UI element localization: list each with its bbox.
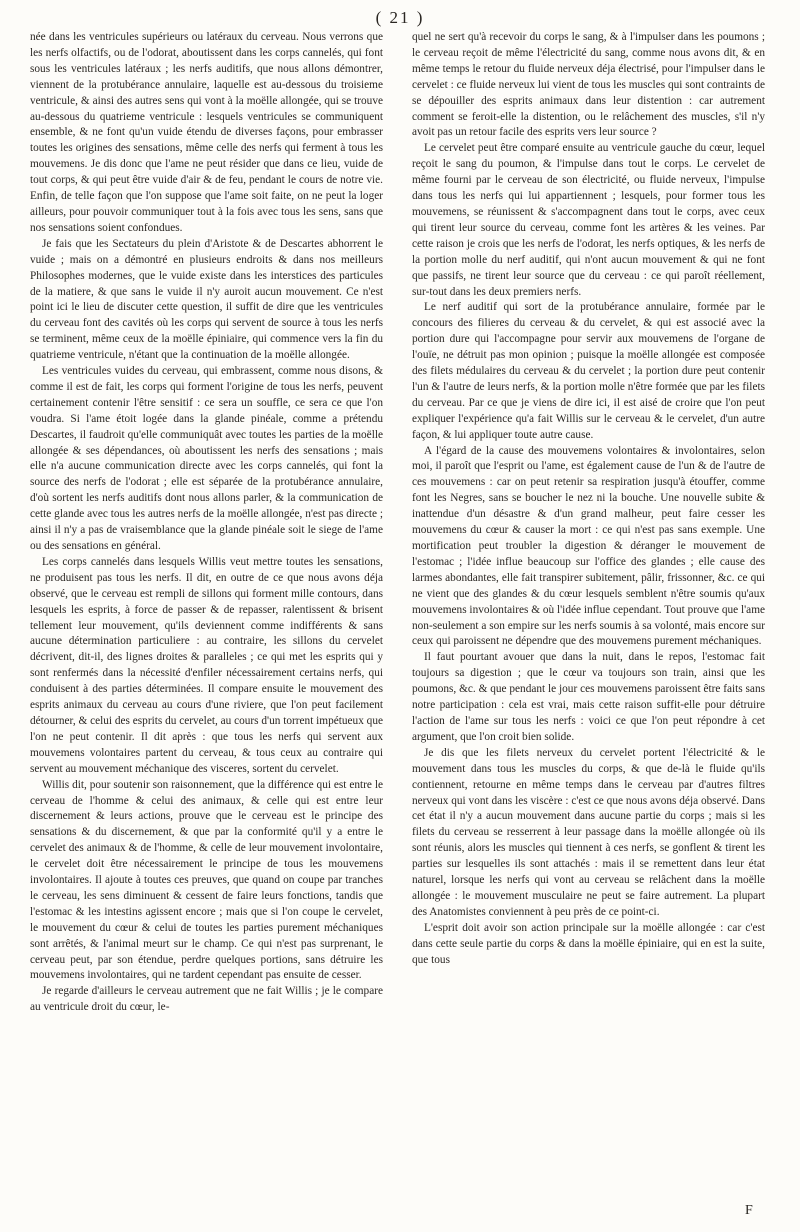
paragraph: A l'égard de la cause des mouvemens volontaires & involontaires, selon moi, il paroît que l'esprit ou l'ame, est également cause de l'un & de l'autre de ces mouvemens : car on peut retenir sa respiration jusqu'à étouffer, comme font les Negres, sans se boucher le nez ni la bouche. Une nouvelle subite & inattendue d'un désastre & d'un grand malheur, peut faire cesser les mouvemens du cœur & causer la mort : ce qui n'est pas sans exemple. Une mortification peut troubler la digestion & déranger le mouvement de l'estomac ; l'idée influe beaucoup sur l'office des glandes ; elle cause des larmes abondantes, elle fait transpirer subitement, pâlir, frissonner, &c. ce qui ne vient que des glandes & du cœur lesquels semblent n'être soumis qu'aux mouvemens involontaires & où l'idée influe cependant. Tout prouve que l'ame non-seulement a son empire sur les nerfs soumis à sa volonté, mais encore sur ceux qui paroissent ne dépendre que des mouvemens purement méchaniques.	[412, 444, 765, 648]
paragraph: Willis dit, pour soutenir son raisonnement, que la différence qui est entre le cerveau de l'homme & celui des animaux, & celle qui est entre leur discernement & leurs actions, prouve que le cerveau est le principe des sensations & du discernement, & que par la conformité qu'il y a entre le cervelet des animaux & de l'homme, & celle de leur mouvement involontaire, le cervelet doit être nécessairement le principe de tous les mouvemens involontaires. Il ajoute à toutes ces preuves, que quand on coupe par tranches le cerveau, les sens diminuent & cessent de faire leurs fonctions, tandis que l'estomac & les intestins agissent encore ; mais que si l'on coupe le cervelet, le mouvement du cœur & celui de toutes les parties purement méchaniques sont arrêtés, & l'animal meurt sur le champ. Ce qui n'est pas surprenant, le cerveau peut, par son étendue, perdre quelques portions, sans détruire les mouvemens involontaires, qui ne tardent cependant pas ensuite de cesser.	[30, 778, 383, 982]
paragraph: Le nerf auditif qui sort de la protubérance annulaire, formée par le concours des filieres du cerveau & du cervelet, & qui est associé avec la portion dure qui l'accompagne pour servir aux mouvemens de l'organe de l'ouïe, ne détruit pas mon opinion ; puisque la moëlle allongée est composée des filets médulaires du cerveau & du cervelet ; la portion dure peut contenir l'un & l'autre de leurs nerfs, & la portion molle n'être formée que par les filets du cerveau. Par ce que je viens de dire ici, il est aisé de croire que l'on peut expliquer l'expérience qu'a fait Willis sur le cerveau & le cervelet, d'un autre façon, & lui appliquer toute autre cause.	[412, 301, 765, 441]
signature-mark: F	[745, 1203, 754, 1218]
left-column	[30, 30, 383, 1200]
paragraph: Je regarde d'ailleurs le cerveau autrement que ne fait Willis ; je le compare au ventricule droit du cœur, le-	[30, 985, 383, 1014]
paragraph: Les ventricules vuides du cerveau, qui embrassent, comme nous disons, & comme il est de fait, les corps qui forment l'origine de tous les nerfs, peuvent certainement contenir l'être sensitif : ce sera un souffle, ce sera ce que l'on voudra. Si l'ame étoit logée dans la glande pinéale, comme a prétendu Descartes, il faudroit qu'elle communiquât avec toutes les parties de la moëlle allongée & ses dépendances, où aboutissent les nerfs des sensations ; mais elle n'a aucune communication directe avec les corps cannelés, qui font la source des nerfs de l'odorat ; elle est séparée de la protubérance annulaire, d'où sortent les nerfs auditifs dont nous allons parler, & la communication de cette glande avec tous les autres nerfs de la moëlle allongée, n'est pas directe ; ainsi il n'y a pas de vraisemblance que la glande pinéale soit le siege de l'ame ou des sensations en général.	[30, 365, 383, 552]
paragraph: née dans les ventricules supérieurs ou latéraux du cerveau. Nous verrons que les nerfs olfactifs, ou de l'odorat, aboutissent dans les corps cannelés, qui font sous les ventricules latéraux ; les nerfs auditifs, que nous allons démontrer, viennent de la protubérance annulaire, laquelle est au-dessous du troisieme ventricule, & ainsi des autres sens qui vont à la moëlle allongée, qui se trouve au-dessous du quatrieme ventricule : lesquels ventricules se communiquent ensemble, & ne font qu'un vuide étendu de diverses façons, pour embrasser toutes les origines des sensations, même celle des nerfs qui ferment à tous les mouvemens. Je dis donc que l'ame ne peut résider que dans ce lieu, vuide de tout corps, & qui peut être vuide d'air & de feu, pendant le cours de notre vie. Enfin, de telle façon que l'on suppose que l'ame soit faite, on ne peut la loger ailleurs, pour pouvoir communiquer tout à la fois avec tous les sens, sans que nos sensations soient confondues.	[30, 31, 383, 234]
paragraph: Il faut pourtant avouer que dans la nuit, dans le repos, l'estomac fait toujours sa digestion ; que le cœur va toujours son train, ainsi que les poumons, &c. & que pendant le jour ces mouvemens paroissent être faits sans notre participation : cela est vrai, mais cette raison suffit-elle pour détruire l'action de l'ame sur tous les nerfs : voici ce que l'on peut répondre à cet argument, que l'on croit bien solide.	[412, 651, 765, 743]
paragraph: quel ne sert qu'à recevoir du corps le sang, & à l'impulser dans les poumons ; le cerveau reçoit de même l'électricité du sang, comme nous avons dit, & en même temps le retour du fluide nerveux déja électrisé, pour l'impulser dans le cervelet : ce fluide nerveux lui vient de tous les muscles qui sont contraints de se dépouiller des esprits animaux dans leur distention : car autrement comment se feroit-elle la distention, ou le relâchement des muscles, s'il n'y avoit pas un retour facile des esprits vers leur source ?	[412, 31, 765, 139]
page-number: ( 21 )	[375, 8, 425, 27]
paragraph: Le cervelet peut être comparé ensuite au ventricule gauche du cœur, lequel reçoit le sang du poumon, & l'impulse dans tout le corps. Le cervelet de même fourni par le cerveau de son électricité, ou fluide nerveux, l'impulse dans tous les nerfs qui lui appartiennent ; lesquels, pour former tous les mouvemens, se réunissent & s'accompagnent dans tout le corps, avec ceux qui tirent leur source du cerveau, comme font les artères & les veines. Par cette raison je crois que les nerfs de l'odorat, les nerfs optiques, & les nerfs de la portion molle du nerf auditif, qui n'ont aucun mouvement & qui ne font que passifs, ne tirent leur source que du cerveau : ce qui paroît réellement, sur-tout dans les deux premiers nerfs.	[412, 142, 765, 298]
paragraph: Les corps cannelés dans lesquels Willis veut mettre toutes les sensations, ne produisent pas tous les nerfs. Il dit, en outre de ce que nous avons déja observé, que le cerveau est rempli de sillons qui forment mille contours, dans lesquels les esprits, à force de passer & de repasser, ralentissent & brisent tellement leur mouvement, qu'ils deviennent comme indifférents & sans aucune détermination particuliere : au contraire, les sillons du cervelet décrivent, dit-il, des lignes droites & paralleles ; ce qui met les esprits qui y sont renfermés dans la nécessité d'enfiler nécessairement certains nerfs, qui conduisent à des parties déterminées. Il compare ensuite le mouvement des esprits animaux du cerveau au cours d'une riviere, que l'on peut facilement détourner, & celui des esprits du cervelet, au cours d'un torrent impétueux que l'on ne peut contenir. Il dit après : que tous les nerfs qui servent aux mouvemens volontaires partent du cerveau, & tous ceux au contraire qui servent au mouvement méchanique des visceres, sortent du cervelet.	[30, 555, 383, 775]
paragraph: Je dis que les filets nerveux du cervelet portent l'électricité & le mouvement dans tous les muscles du corps, & que de-là le fluide qu'ils contiennent, retourne en même temps dans le cerveau par d'autres filtres nerveux qui vont dans les viscère : c'est ce que nous avons déja observé. Dans cet état il n'y a aucun mouvement dans aucune partie du corps ; mais si les filets du cerveau se resserrent à leur passage dans la moëlle allongée où ils sont réunis, alors les muscles qui tiennent à ces nerfs, se gonflent & tirent les parties sur lesquelles ils sont attachés : mais il se remettent dans leur état naturel, lorsque les nerfs qui vont au cerveau se relâchent dans la moëlle allongée : le mouvement musculaire ne peut se faire autrement. La plupart des Anatomistes conviennent à peu près de ce point-ci.	[412, 746, 765, 918]
paragraph: Je fais que les Sectateurs du plein d'Aristote & de Descartes abhorrent le vuide ; mais on a démontré en plusieurs endroits & dans nos meilleurs Philosophes modernes, que le vuide existe dans les interstices des particules de la matiere, & que sans le vuide il n'y auroit aucun mouvement. Ce n'est point ici le lieu de discuter cette question, il suffit de dire que les ventricules du cerveau font des cavités où les corps qui servent de source à tous les nerfs se terminent, même ceux de la moëlle épiniaire, qui commence vers la fin du quatrieme ventricule, n'étant que la continuation de la moëlle allongée.	[30, 237, 383, 362]
right-column	[412, 30, 765, 1200]
paragraph: L'esprit doit avoir son action principale sur la moëlle allongée : car c'est dans cette seule partie du corps & dans la moëlle épiniaire, qui en est la suite, que tous	[412, 921, 765, 966]
